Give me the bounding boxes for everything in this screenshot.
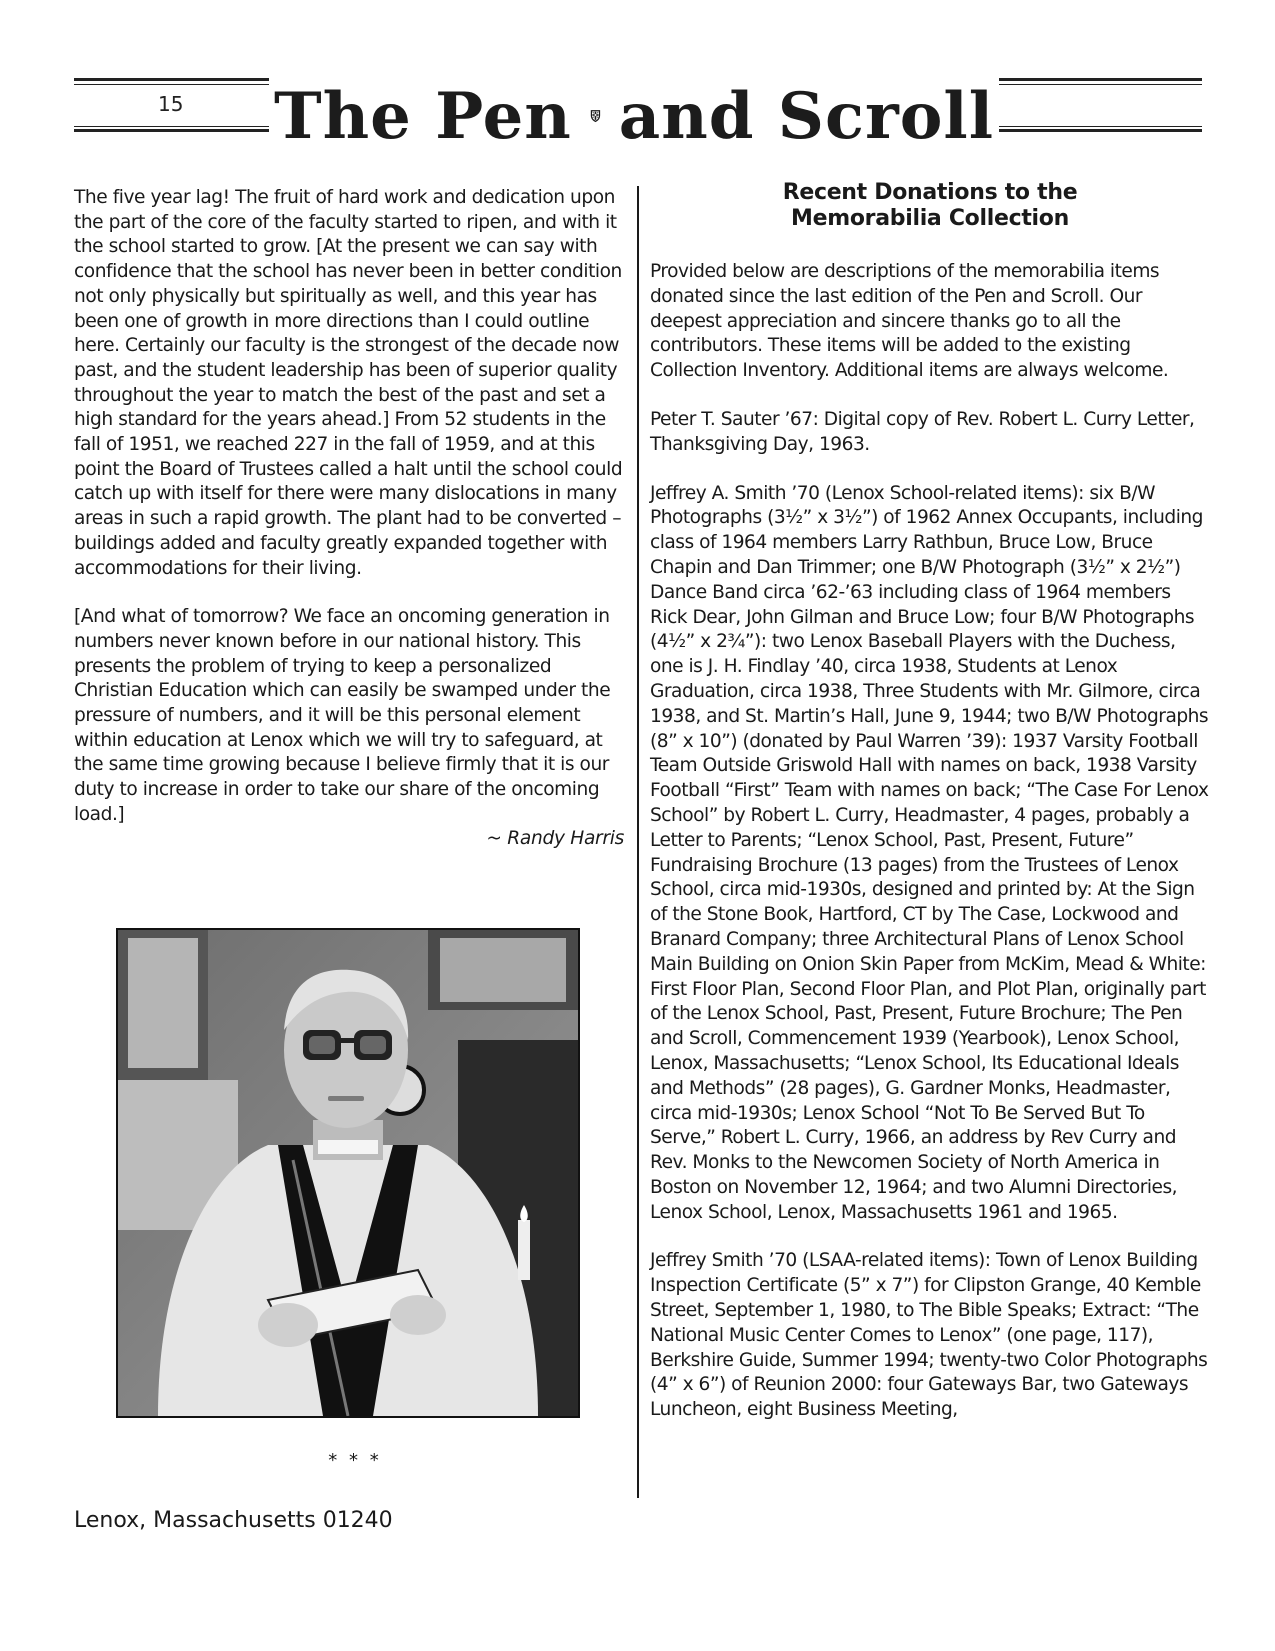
author-signature: ~ Randy Harris xyxy=(486,827,624,849)
page-number: 15 xyxy=(158,92,184,116)
clergyman-photo-drawing xyxy=(118,930,578,1416)
masthead-title-part1: The Pen xyxy=(274,78,572,154)
donations-paragraph: Jeffrey Smith ’70 (LSAA-related items): Town of Lenox Building Inspection Certificate (5” x 7”) for Clipston Grange, 40 Kemble Street, September 1, 1980, to The Bible Speaks; Extract: “The National Music Center Comes to Lenox” (one page, 117), Berkshire Guide, Summer 1994; twenty-two Color Photographs (4” x 6”) of Reunion 2000: four Gateways Bar, two Gateways Luncheon, eight Business Meeting, xyxy=(650,1250,1208,1421)
donations-paragraph: Jeffrey A. Smith ’70 (Lenox School-related items): six B/W Photographs (3½” x 3½”) of 1962 Annex Occupants, including class of 1964 members Larry Rathbun, Bruce Low, Bruce Chapin and Dan Trimmer; one B/W Photograph (3½” x 2½”) Dance Band circa ’62-’63 including class of 1964 members Rick Dear, John Gilman and Bruce Low; four B/W Photographs (4½” x 2¾”): two Lenox Baseball Players with the Duchess, one is J. H. Findlay ’40, circa 1938, Students at Lenox Graduation, circa 1938, Three Students with Mr. Gilmore, circa 1938, and St. Martin’s Hall, June 9, 1944; two B/W Photographs (8” x 10”) (donated by Paul Warren ’39): 1937 Varsity Football Team Outside Griswold Hall with names on back, 1938 Varsity Football “First” Team with names on back; “The Case For Lenox School” by Robert L. Curry, Headmaster, 4 pages, probably a Letter to Parents; “Lenox School, Past, Present, Future” Fundraising Brochure (13 pages) from the Trustees of Lenox School, circa mid-1930s, designed and printed by: At the Sign of the Stone Book, Hartford, CT by The Case, Lockwood and Branard Company; three Architectural Plans of Lenox School Main Building on Onion Skin Paper from McKim, Mead & White: First Floor Plan, Second Floor Plan, and Plot Plan, originally part of the Lenox School, Past, Present, Future Brochure; The Pen and Scroll, Commencement 1939 (Yearbook), Lenox School, Lenox, Massachusetts; “Lenox School, Its Educational Ideals and Methods” (28 pages), G. Gardner Monks, Headmaster, circa mid-1930s; Lenox School “Not To Be Served But To Serve,” Robert L. Curry, 1966, an address by Rev Curry and Rev. Monks to the Newcomen Society of North America in Boston on November 12, 1964; and two Alumni Directories, Lenox School, Lenox, Massachusetts 1961 and 1965. xyxy=(650,482,1209,1223)
article-paragraph: The five year lag! The fruit of hard work and dedication upon the part of the core of the faculty started to ripen, and with it the school started to grow. [At the present we can say with confidence that the school has never been in better condition not only physically but spiritually as well, and this year has been one of growth in more directions than I could outline here. Certainly our faculty is the strongest of the decade now past, and the student leadership has been of superior quality throughout the year to match the best of the past and set a high standard for the years ahead.] From 52 students in the fall of 1951, we reached 227 in the fall of 1959, and at this point the Board of Trustees called a halt until the school could catch up with itself for there were many dislocations in many areas in such a rapid growth. The plant had to be converted – buildings added and faculty greatly expanded together with accommodations for their living. xyxy=(74,187,623,579)
column-divider xyxy=(637,186,639,1498)
article-paragraph: [And what of tomorrow? We face an oncoming generation in numbers never known before in our national history. This presents the problem of trying to keep a personalized Christian Education which can easily be swamped under the pressure of numbers, and it will be this personal element within education at Lenox which we will try to safeguard, at the same time growing because I believe firmly that it is our duty to increase in order to take our share of the oncoming load.] xyxy=(74,606,611,825)
section-title-text: Recent Donations to the Memorabilia Collection xyxy=(782,180,1078,231)
masthead-title xyxy=(274,70,994,162)
right-column xyxy=(650,180,1210,1447)
masthead-title-part2: and Scroll xyxy=(618,78,994,154)
shield-crest-icon xyxy=(590,83,601,149)
masthead xyxy=(74,70,1202,162)
footer-address: Lenox, Massachusetts 01240 xyxy=(74,1508,393,1533)
clergyman-photo xyxy=(116,928,580,1418)
left-column xyxy=(74,186,624,849)
section-separator: * * * xyxy=(328,1450,382,1471)
section-title xyxy=(650,180,1210,232)
masthead-rule-right xyxy=(999,78,1202,136)
donations-paragraph: Provided below are descriptions of the memorabilia items donated since the last edition of the Pen and Scroll. Our deepest appreciation and sincere thanks go to all the contributors. These items will be added to the existing Collection Inventory. Additional items are always welcome. xyxy=(650,261,1169,382)
donations-paragraph: Peter T. Sauter ’67: Digital copy of Rev. Robert L. Curry Letter, Thanksgiving Day, 1963. xyxy=(650,408,1195,455)
